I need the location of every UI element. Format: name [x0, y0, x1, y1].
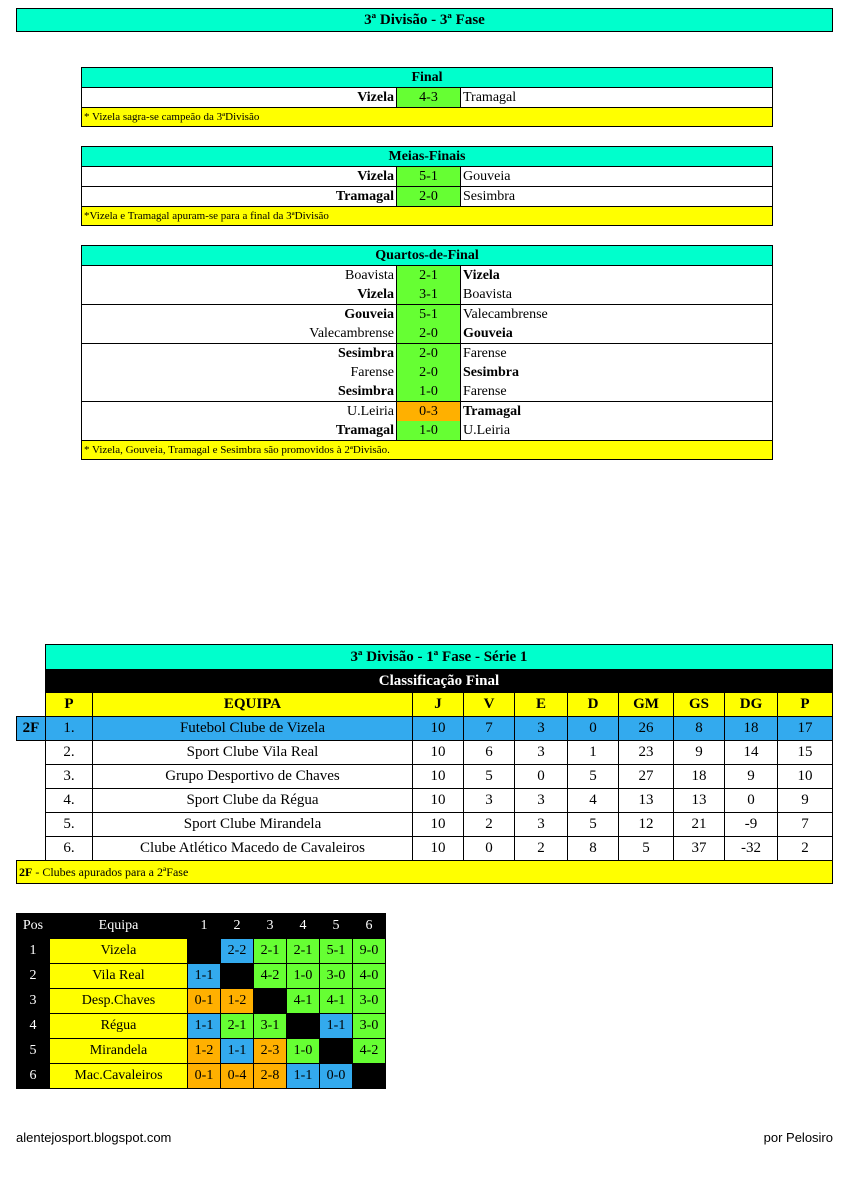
- cell-won: 3: [464, 789, 515, 813]
- matrix-cell: 2-8: [254, 1064, 287, 1089]
- matrix-header-team: Equipa: [50, 914, 188, 939]
- match-home: Vizela: [82, 285, 397, 305]
- match-away: Gouveia: [461, 167, 773, 187]
- cell-goal-diff: 18: [725, 717, 778, 741]
- match-home: U.Leiria: [82, 402, 397, 422]
- match-home: Valecambrense: [82, 324, 397, 344]
- cell-won: 0: [464, 837, 515, 861]
- match-score: 0-3: [397, 402, 461, 422]
- matrix-header-col: 4: [287, 914, 320, 939]
- cell-lost: 5: [568, 765, 619, 789]
- matrix-cell: 5-1: [320, 939, 353, 964]
- header-team: EQUIPA: [93, 693, 413, 717]
- cell-pos: 4.: [46, 789, 93, 813]
- quarters-note: * Vizela, Gouveia, Tramagal e Sesimbra são promovidos à 2ªDivisão.: [82, 441, 773, 460]
- cell-goals-for: 26: [619, 717, 674, 741]
- header-goal-diff: DG: [725, 693, 778, 717]
- header-drawn: E: [515, 693, 568, 717]
- matrix-cell: 1-0: [287, 1039, 320, 1064]
- quarters-title: Quartos-de-Final: [82, 246, 773, 266]
- matrix-cell: 2-1: [221, 1014, 254, 1039]
- match-away: U.Leiria: [461, 421, 773, 441]
- match-home: Vizela: [82, 167, 397, 187]
- cell-goals-for: 5: [619, 837, 674, 861]
- matrix-cell: 2-3: [254, 1039, 287, 1064]
- header-played: J: [413, 693, 464, 717]
- matrix-cell: 4-1: [287, 989, 320, 1014]
- match-home: Gouveia: [82, 305, 397, 325]
- final-title: Final: [82, 68, 773, 88]
- footnote-tag: 2F: [19, 864, 33, 879]
- match-score: 4-3: [397, 88, 461, 108]
- match-score: 5-1: [397, 305, 461, 325]
- cell-pos: 2.: [46, 741, 93, 765]
- matrix-cell: 3-0: [353, 1014, 386, 1039]
- cell-played: 10: [413, 813, 464, 837]
- standings-subtitle: Classificação Final: [46, 670, 833, 693]
- matrix-cell: [221, 964, 254, 989]
- matrix-team: Vizela: [50, 939, 188, 964]
- match-away: Vizela: [461, 266, 773, 286]
- cell-goals-against: 18: [674, 765, 725, 789]
- match-home: Vizela: [82, 88, 397, 108]
- header-won: V: [464, 693, 515, 717]
- match-away: Valecambrense: [461, 305, 773, 325]
- match-away: Tramagal: [461, 88, 773, 108]
- matrix-cell: 2-2: [221, 939, 254, 964]
- table-row: [17, 789, 833, 813]
- cell-won: 7: [464, 717, 515, 741]
- semis-table: [81, 146, 773, 226]
- matrix-pos: 6: [17, 1064, 50, 1089]
- matrix-pos: 2: [17, 964, 50, 989]
- cell-points: 15: [778, 741, 833, 765]
- matrix-pos: 4: [17, 1014, 50, 1039]
- matrix-cell: 0-1: [188, 989, 221, 1014]
- cell-won: 2: [464, 813, 515, 837]
- matrix-cell: 0-1: [188, 1064, 221, 1089]
- cell-lost: 4: [568, 789, 619, 813]
- cell-goal-diff: 0: [725, 789, 778, 813]
- cell-played: 10: [413, 789, 464, 813]
- cell-drawn: 0: [515, 765, 568, 789]
- matrix-row: [17, 1064, 386, 1089]
- header-pos: P: [46, 693, 93, 717]
- cell-team: Sport Clube da Régua: [93, 789, 413, 813]
- match-score: 1-0: [397, 382, 461, 402]
- cell-team: Sport Clube Vila Real: [93, 741, 413, 765]
- matrix-pos: 5: [17, 1039, 50, 1064]
- matrix-row: [17, 939, 386, 964]
- matrix-cell: 1-2: [188, 1039, 221, 1064]
- matrix-cell: 3-1: [254, 1014, 287, 1039]
- matrix-team: Vila Real: [50, 964, 188, 989]
- cell-won: 5: [464, 765, 515, 789]
- cell-drawn: 3: [515, 813, 568, 837]
- matrix-cell: 1-1: [287, 1064, 320, 1089]
- matrix-cell: 1-1: [188, 964, 221, 989]
- matrix-cell: 3-0: [320, 964, 353, 989]
- cell-won: 6: [464, 741, 515, 765]
- match-score: 1-0: [397, 421, 461, 441]
- cell-pos: 1.: [46, 717, 93, 741]
- matrix-row: [17, 1039, 386, 1064]
- cell-goal-diff: -32: [725, 837, 778, 861]
- cell-pos: 3.: [46, 765, 93, 789]
- cell-goals-against: 13: [674, 789, 725, 813]
- match-score: 2-0: [397, 344, 461, 364]
- matrix-cell: 4-1: [320, 989, 353, 1014]
- cell-points: 17: [778, 717, 833, 741]
- matrix-row: [17, 1014, 386, 1039]
- final-table: [81, 67, 773, 127]
- match-away: Boavista: [461, 285, 773, 305]
- matrix-team: Mirandela: [50, 1039, 188, 1064]
- match-home: Tramagal: [82, 187, 397, 207]
- matrix-cell: 1-1: [188, 1014, 221, 1039]
- matrix-cell: 4-2: [353, 1039, 386, 1064]
- match-score: 2-0: [397, 324, 461, 344]
- cell-team: Sport Clube Mirandela: [93, 813, 413, 837]
- semis-note: *Vizela e Tramagal apuram-se para a final da 3ªDivisão: [82, 207, 773, 226]
- match-away: Sesimbra: [461, 187, 773, 207]
- footnote-text: - Clubes apurados para a 2ªFase: [32, 864, 189, 879]
- cell-goals-against: 37: [674, 837, 725, 861]
- match-away: Farense: [461, 382, 773, 402]
- matrix-cell: 1-1: [320, 1014, 353, 1039]
- matrix-header-col: 5: [320, 914, 353, 939]
- matrix-cell: 3-0: [353, 989, 386, 1014]
- header-goals-for: GM: [619, 693, 674, 717]
- final-note: * Vizela sagra-se campeão da 3ªDivisão: [82, 108, 773, 127]
- cell-goals-against: 8: [674, 717, 725, 741]
- match-home: Tramagal: [82, 421, 397, 441]
- standings-table: [16, 644, 833, 884]
- table-row: [17, 765, 833, 789]
- cell-played: 10: [413, 765, 464, 789]
- cell-pos: 5.: [46, 813, 93, 837]
- match-score: 3-1: [397, 285, 461, 305]
- cell-drawn: 3: [515, 789, 568, 813]
- matrix-team: Desp.Chaves: [50, 989, 188, 1014]
- matrix-cell: [188, 939, 221, 964]
- matrix-pos: 3: [17, 989, 50, 1014]
- match-score: 2-0: [397, 363, 461, 382]
- cell-goals-for: 12: [619, 813, 674, 837]
- cell-points: 10: [778, 765, 833, 789]
- cell-lost: 8: [568, 837, 619, 861]
- cell-goals-against: 21: [674, 813, 725, 837]
- table-row: [17, 813, 833, 837]
- standings-footnote: [17, 861, 833, 884]
- matrix-row: [17, 964, 386, 989]
- semis-title: Meias-Finais: [82, 147, 773, 167]
- matrix-cell: 0-4: [221, 1064, 254, 1089]
- matrix-cell: 1-2: [221, 989, 254, 1014]
- match-score: 2-1: [397, 266, 461, 286]
- header-points: P: [778, 693, 833, 717]
- matrix-cell: 4-0: [353, 964, 386, 989]
- matrix-cell: [287, 1014, 320, 1039]
- table-row: [17, 741, 833, 765]
- cell-lost: 5: [568, 813, 619, 837]
- cell-goals-for: 13: [619, 789, 674, 813]
- matrix-cell: 0-0: [320, 1064, 353, 1089]
- cell-drawn: 3: [515, 717, 568, 741]
- cell-goals-against: 9: [674, 741, 725, 765]
- match-away: Farense: [461, 344, 773, 364]
- cell-drawn: 2: [515, 837, 568, 861]
- cell-team: Clube Atlético Macedo de Cavaleiros: [93, 837, 413, 861]
- match-home: Sesimbra: [82, 382, 397, 402]
- match-home: Sesimbra: [82, 344, 397, 364]
- table-row: [17, 837, 833, 861]
- matrix-cell: 9-0: [353, 939, 386, 964]
- matrix-header-col: 3: [254, 914, 287, 939]
- cell-team: Futebol Clube de Vizela: [93, 717, 413, 741]
- cell-drawn: 3: [515, 741, 568, 765]
- cell-points: 9: [778, 789, 833, 813]
- match-home: Farense: [82, 363, 397, 382]
- matrix-cell: 2-1: [287, 939, 320, 964]
- matrix-team: Mac.Cavaleiros: [50, 1064, 188, 1089]
- quarters-table: [81, 245, 773, 460]
- cell-goal-diff: 14: [725, 741, 778, 765]
- cell-played: 10: [413, 717, 464, 741]
- standings-title: 3ª Divisão - 1ª Fase - Série 1: [46, 645, 833, 670]
- page-title: 3ª Divisão - 3ª Fase: [16, 8, 833, 32]
- matrix-cell: [353, 1064, 386, 1089]
- matrix-header-col: 2: [221, 914, 254, 939]
- cell-points: 2: [778, 837, 833, 861]
- table-row: [17, 717, 833, 741]
- qualified-tag: 2F: [17, 717, 46, 741]
- cell-team: Grupo Desportivo de Chaves: [93, 765, 413, 789]
- match-score: 2-0: [397, 187, 461, 207]
- cell-goal-diff: 9: [725, 765, 778, 789]
- matrix-row: [17, 989, 386, 1014]
- header-goals-against: GS: [674, 693, 725, 717]
- match-home: Boavista: [82, 266, 397, 286]
- match-away: Tramagal: [461, 402, 773, 422]
- match-away: Sesimbra: [461, 363, 773, 382]
- matrix-cell: 2-1: [254, 939, 287, 964]
- matrix-pos: 1: [17, 939, 50, 964]
- matrix-header-pos: Pos: [17, 914, 50, 939]
- cell-played: 10: [413, 741, 464, 765]
- match-score: 5-1: [397, 167, 461, 187]
- matrix-header-col: 6: [353, 914, 386, 939]
- cell-lost: 0: [568, 717, 619, 741]
- cell-pos: 6.: [46, 837, 93, 861]
- footer-site: alentejosport.blogspot.com: [16, 1130, 172, 1145]
- cell-lost: 1: [568, 741, 619, 765]
- cell-points: 7: [778, 813, 833, 837]
- cell-played: 10: [413, 837, 464, 861]
- header-lost: D: [568, 693, 619, 717]
- cell-goal-diff: -9: [725, 813, 778, 837]
- cell-goals-for: 23: [619, 741, 674, 765]
- results-matrix: [16, 913, 386, 1089]
- cell-goals-for: 27: [619, 765, 674, 789]
- matrix-cell: 4-2: [254, 964, 287, 989]
- match-away: Gouveia: [461, 324, 773, 344]
- matrix-cell: 1-0: [287, 964, 320, 989]
- footer-author: por Pelosiro: [763, 1130, 833, 1145]
- matrix-header-col: 1: [188, 914, 221, 939]
- matrix-cell: [320, 1039, 353, 1064]
- matrix-team: Régua: [50, 1014, 188, 1039]
- matrix-cell: 1-1: [221, 1039, 254, 1064]
- matrix-cell: [254, 989, 287, 1014]
